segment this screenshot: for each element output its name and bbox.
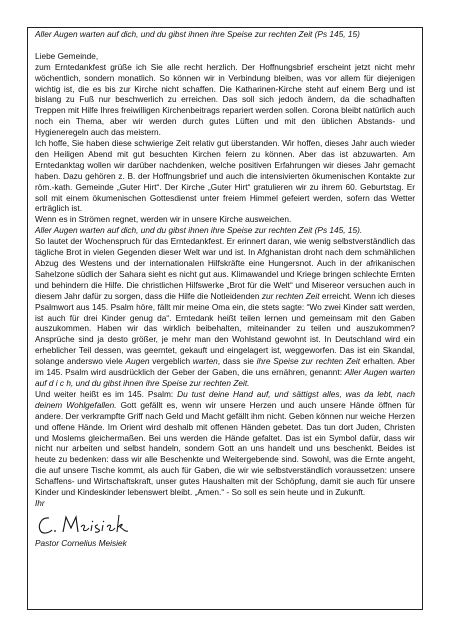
letter-body: [35, 29, 415, 549]
header-verse: Aller Augen warten auf dich, und du gibst ihnen ihre Speise zur rechten Zeit (Ps 145, 15): [35, 29, 360, 39]
paragraph-1: zum Erntedankfest grüße ich Sie alle recht herzlich. Der Hoffnungsbrief erscheint jetzt nicht mehr wöchentlich, sondern monatlich. So können wir in Verbindung bleiben, was vor allem für diejenigen wichtig ist, die es bis zur Kirche nicht schaffen. Die Katharinen-Kirche steht auf einem Berg und ist bislang zu Fuß nur beschwerlich zu erreichen. Das soll sich jedoch ändern, da die schadhaften Treppen mit Hilfe Ihres freiwilligen Kirchenbeitrags repariert werden sollen. Corona bleibt natürlich auch noch ein Thema, aber wir werden durch gutes Lüften und mit den üblichen Abstands- und Hygieneregeln auch das meistern.: [35, 61, 415, 138]
greeting: Liebe Gemeinde,: [35, 50, 99, 61]
closing: Ihr: [35, 497, 45, 508]
paragraph-3: Wenn es in Strömen regnet, werden wir in unsere Kirche ausweichen.: [35, 214, 292, 225]
paragraph-4: So lautet der Wochenspruch für das Erntedankfest. Er erinnert daran, wie wenig selbstverständlich das tägliche Brot in vielen Gegenden dieser Welt war und ist. In Afghanistan droht nach dem schmählichen Abzug des Westens und der internationalen Hilfskräfte eine Hungersnot. Auch in der afrikanischen Sahelzone südlich der Sahara sieht es nicht gut aus. Klimawandel und Kriege bringen schlechte Ernten und behindern die Hilfe. Die christlichen Hilfswerke „Brot für die Welt“ und Misereor versuchen auch in diesem Jahr dafür zu sorgen, dass die Hilfe die Notleidenden zur rechten Zeit erreicht. Wenn ich dieses Psalmwort aus 145. Psalm höre, fällt mir meine Oma ein, die stets sagte: “Wo zwei Kinder satt werden, ist auch für drei Kinder genug da“. Erntedank heißt teilen lernen und gemeinsam mit den Gaben auszukommen. Haben wir das wirklich beibehalten, miteinander zu teilen und auszukommen? Ansprüche sind ja desto größer, je mehr man den Wohlstand gewohnt ist. In Deutschland wird ein erheblicher Teil dessen, was geerntet, gekauft und eingelagert ist, weggeworfen. Das ist ein Skandal, solange anderswo viele Augen vergeblich warten, dass sie ihre Speise zur rechten Zeit erhalten. Aber im 145. Psalm wird ausdrücklich der Geber der Gaben, die uns ernähren, genannt: Aller Augen warten auf d i c h, und du gibst ihnen ihre Speise zur rechten Zeit.: [35, 236, 415, 388]
paragraph-2: Ich hoffe, Sie haben diese schwierige Zeit relativ gut überstanden. Wir hoffen, dieses Jahr auch wieder den Heiligen Abend mit gut besuchten Kirchen feiern zu können. Aber das ist abzuwarten. Am Erntedanktag wollen wir darüber nachdenken, welche positiven Erfahrungen wir dieses Jahr gemacht haben. Dazu gehören z. B. der Hoffnungsbrief und auch die intensivierten ökumenischen Kontakte zur röm.-kath. Gemeinde „Guter Hirt“. Der Kirche „Guter Hirt“ gratulieren wir zu ihrem 60. Geburtstag. Er soll mit einem ökumenischen Gottesdienst unter freiem Himmel gefeiert werden, sofern das Wetter erträglich ist.: [35, 138, 415, 214]
author-name: Pastor Cornelius Meisiek: [35, 537, 127, 548]
handwritten-signature-icon: [35, 511, 145, 537]
signature: [35, 511, 415, 537]
paragraph-5: Und weiter heißt es im 145. Psalm: Du tust deine Hand auf, und sättigst alles, was da lebt, nach deinem Wohlgefallen. Gott gefällt es, wenn wir unsere Herzen und auch unsere Hände öffnen für andere. Der verkrampfte Griff nach Geld und Macht gefällt ihm nicht. Geben können nur weiche Herzen und offene Hände. Im Orient wird deshalb mit offenen Händen gebetet. Das tun dort Juden, Christen und Moslems gleichermaßen. Bei uns werden die Hände gefaltet. Das ist ein Symbol dafür, dass wir nicht nur arbeiten und selbst handeln, sondern Gott an uns handelt und uns beschenkt. Beides ist heute zu bedenken: dass wir alle Beschenkte und Weitergebende sind. Sowohl, was die Ernte angeht, die auf unsere Tische kommt, als auch für Gaben, die wir wie selbstverständlich voraussetzen: unsere Schaffens- und Wirtschaftskraft, unser gutes Haushalten mit der Schöpfung, damit sie auch für unsere Kinder und Kindeskinder lebenswert bleibt. „Amen.“ - So soll es sein heute und in Zukunft.: [35, 388, 415, 498]
verse-quote: Aller Augen warten auf dich, und du gibst ihnen ihre Speise zur rechten Zeit (Ps 145, 15).: [35, 225, 363, 236]
